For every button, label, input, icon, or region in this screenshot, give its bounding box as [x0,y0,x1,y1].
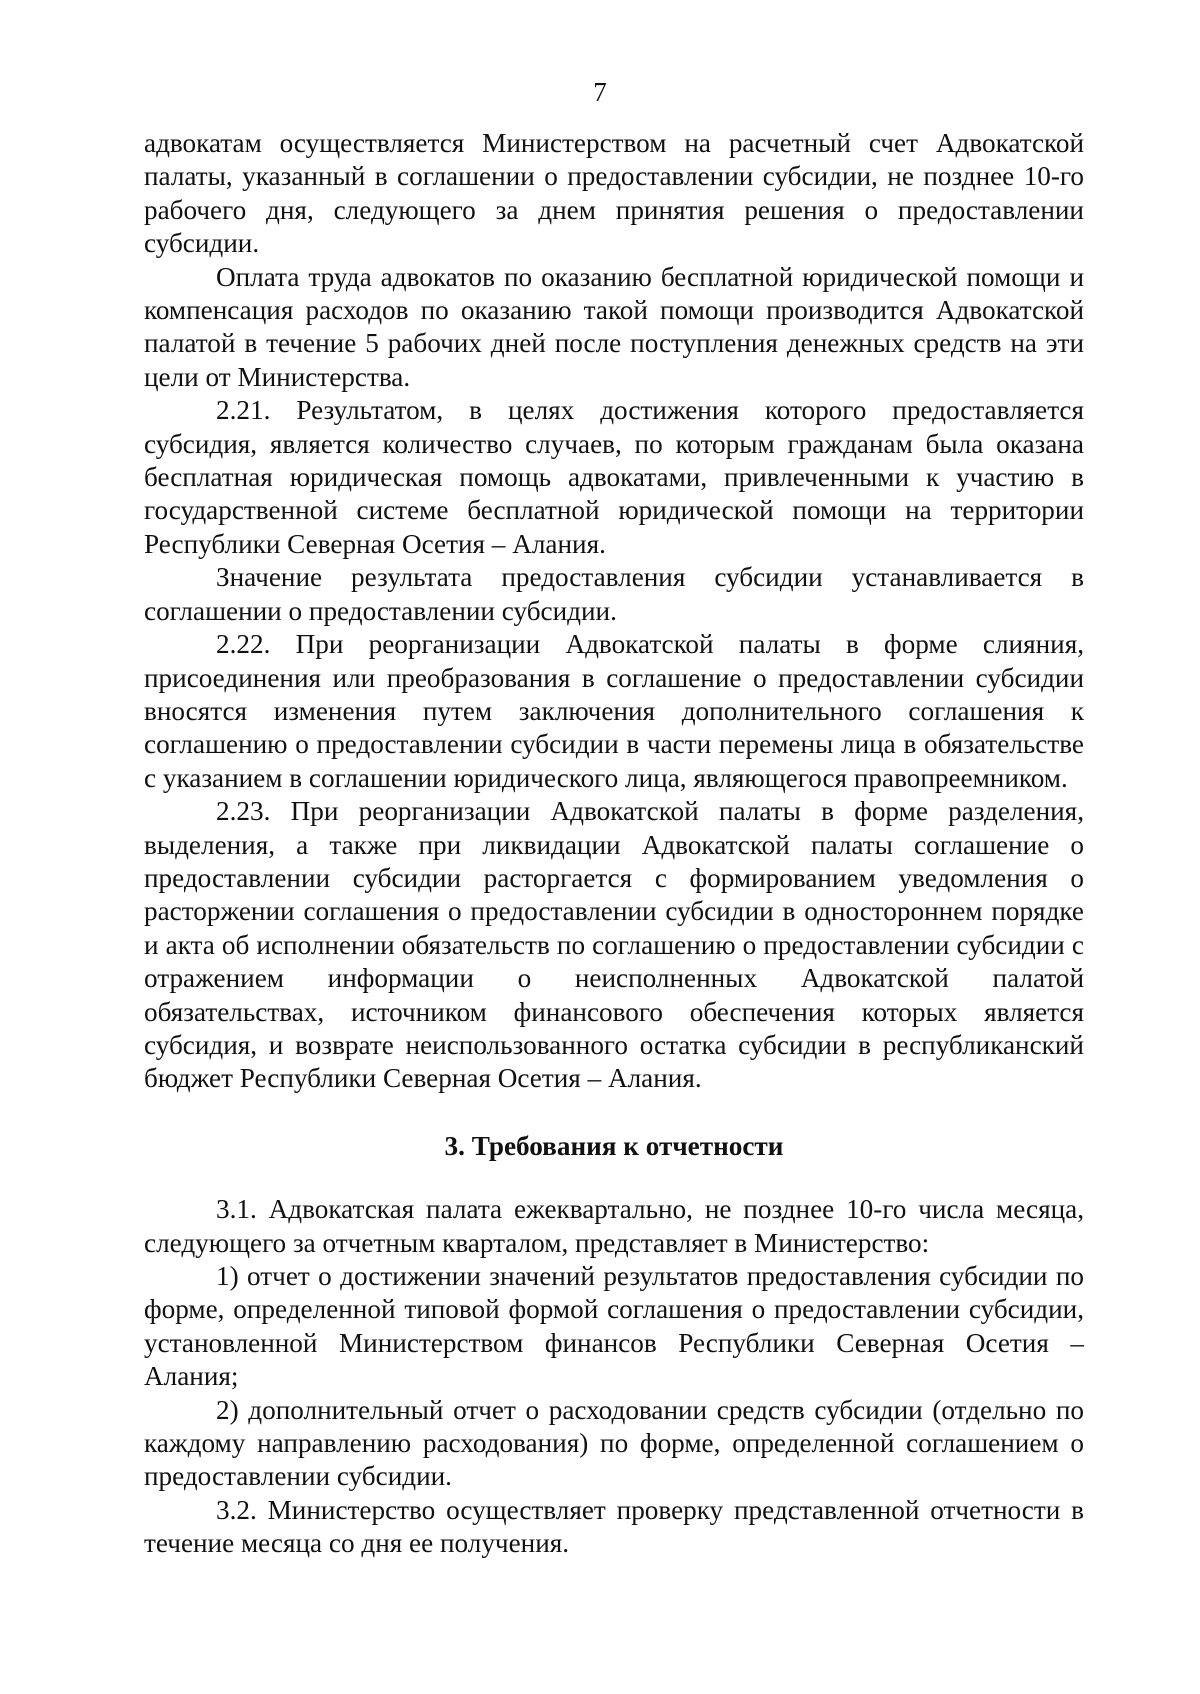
document-body [144,127,1084,1561]
paragraph-continuation: адвокатам осуществляется Министерством на расчетный счет Адвокатской палаты, указанный в соглашении о предоставлении субсидии, не позднее 10-го рабочего дня, следующего за днем принятия решения о предоставлении субсидии. [144,128,1084,259]
page-number: 7 [593,77,607,107]
paragraph-result-value: Значение результата предоставления субсидии устанавливается в соглашении о предоставлении субсидии. [144,562,1084,626]
list-item-2: 2) дополнительный отчет о расходовании средств субсидии (отдельно по каждому направлению расходования) по форме, определенной соглашением о предоставлении субсидии. [144,1394,1084,1492]
paragraph-3-2: 3.2. Министерство осуществляет проверку представленной отчетности в течение месяца со дня ее получения. [144,1494,1084,1559]
paragraph-payment: Оплата труда адвокатов по оказанию бесплатной юридической помощи и компенсация расходов по оказанию такой помощи производится Адвокатской палатой в течение 5 рабочих дней после поступления денежных средств на эти цели от Министерства. [144,261,1084,392]
list-item-1: 1) отчет о достижении значений результатов предоставления субсидии по форме, определенной типовой формой соглашения о предоставлении субсидии, установленной Министерством финансов Республики Северная Осетия – Алания; [144,1261,1084,1392]
paragraph-2-23: 2.23. При реорганизации Адвокатской палаты в форме разделения, выделения, а также при ликвидации Адвокатской палаты соглашение о предоставлении субсидии расторгается с формированием уведомления о расторжении соглашения о предоставлении субсидии в одностороннем порядке и акта об исполнении обязательств по соглашению о предоставлении субсидии с отражением информации о неисполненных Адвокатской палатой обязательствах, источником финансового обеспечения которых является субсидия, и возврате неиспользованного остатка субсидии в республиканский бюджет Республики Северная Осетия – Алания. [144,796,1084,1094]
section-heading: 3. Требования к отчетности [444,1130,784,1161]
paragraph-2-22: 2.22. При реорганизации Адвокатской палаты в форме слияния, присоединения или преобразования в соглашение о предоставлении субсидии вносятся изменения путем заключения дополнительного соглашения к соглашению о предоставлении субсидии в части перемены лица в обязательстве с указанием в соглашении юридического лица, являющегося правопреемником. [144,629,1084,793]
paragraph-3-1: 3.1. Адвокатская палата ежеквартально, не позднее 10-го числа месяца, следующего за отчетным кварталом, представляет в Министерство: [144,1194,1084,1258]
paragraph-2-21: 2.21. Результатом, в целях достижения которого предоставляется субсидия, является количество случаев, по которым гражданам была оказана бесплатная юридическая помощь адвокатами, привлеченными к участию в государственной системе бесплатной юридической помощи на территории Республики Северная Осетия – Алания. [144,395,1084,559]
